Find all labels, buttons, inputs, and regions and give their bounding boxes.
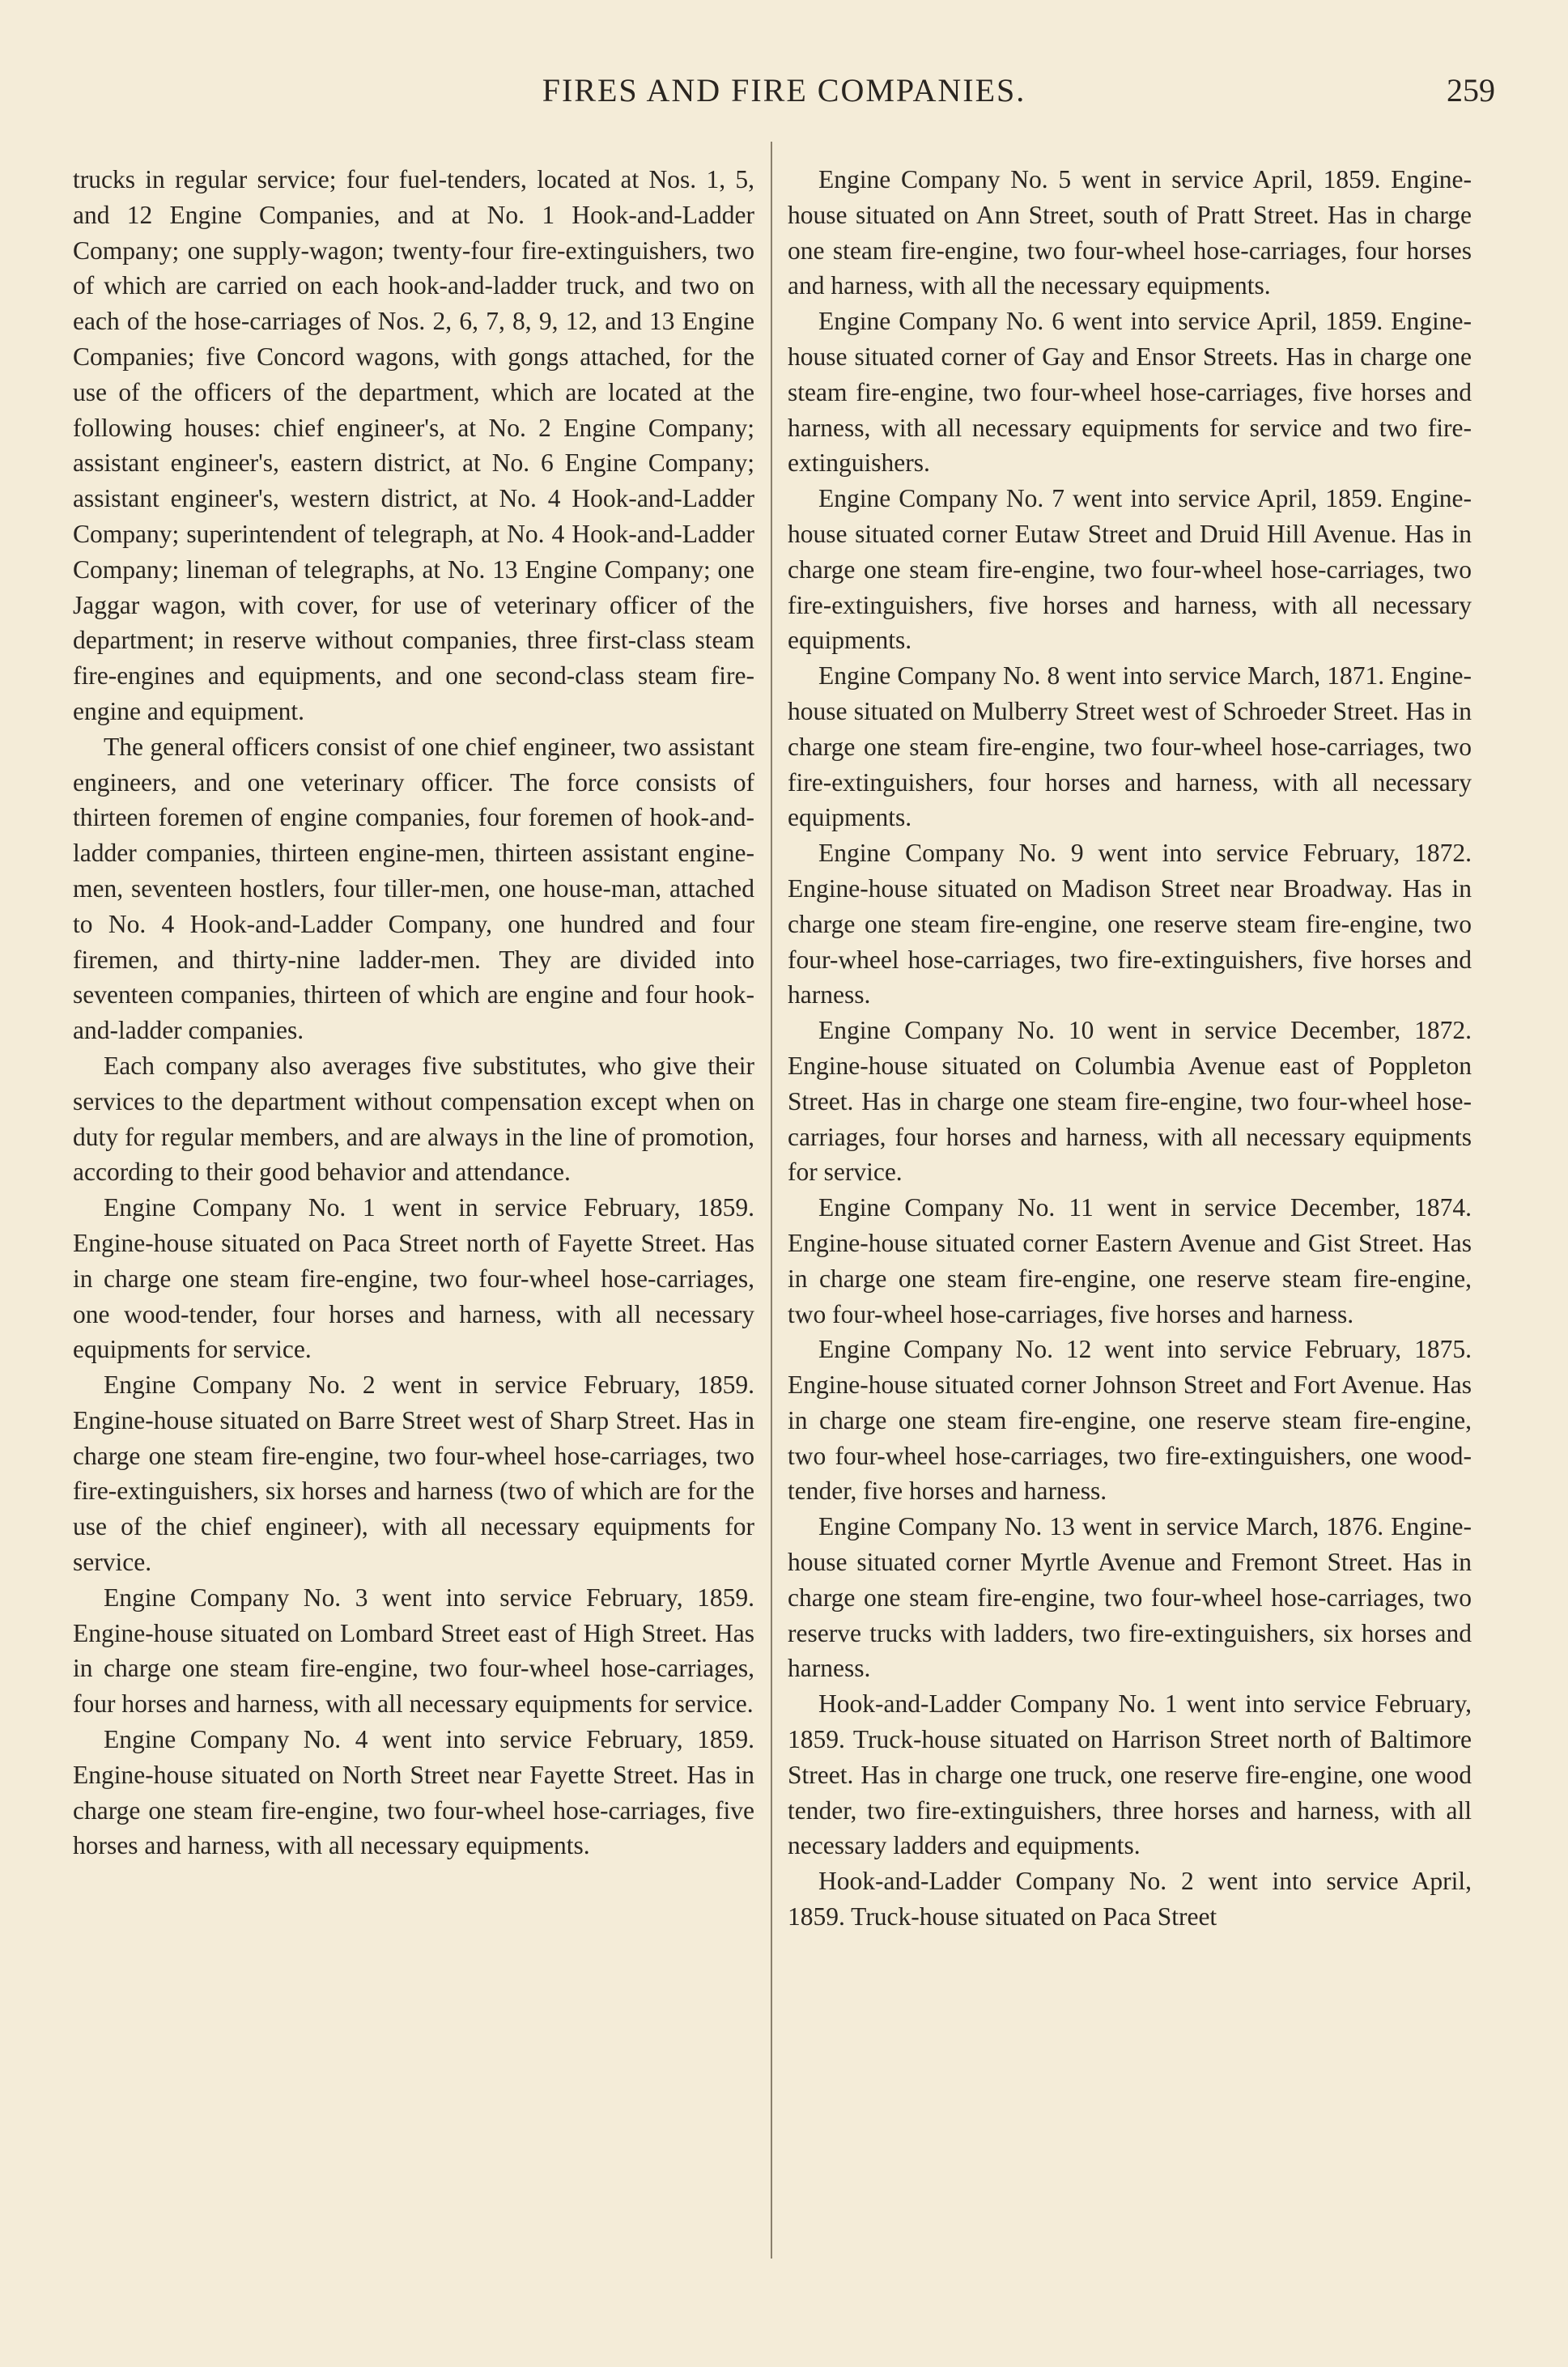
paragraph-engine-company-13: Engine Company No. 13 went in service March, 1876. Engine-house situated corner Myrtle Avenue and Fremont Street. Has in charge one steam fire-engine, two four-wheel hose-carriages, two reserve trucks with ladders, two fire-extinguishers, six horses and harness.	[788, 1512, 1472, 1683]
paragraph-substitutes: Each company also averages five substitutes, who give their services to the department without compensation except when on duty for regular members, and are always in the line of promotion, according to their good behavior and attendance.	[73, 1051, 754, 1187]
paragraph-engine-company-2: Engine Company No. 2 went in service February, 1859. Engine-house situated on Barre Street west of Sharp Street. Has in charge one steam fire-engine, two four-wheel hose-carriages, two fire-extinguishers, six horses and harness (two of which are for the use of the chief engineer), with all necessary equipments for service.	[73, 1370, 754, 1577]
paragraph-engine-company-8: Engine Company No. 8 went into service March, 1871. Engine-house situated on Mulberry Street west of Schroeder Street. Has in charge one steam fire-engine, two four-wheel hose-carriages, two fire-extinguishers, four horses and harness, with all necessary equipments.	[788, 661, 1472, 832]
paragraph-general-officers: The general officers consist of one chief engineer, two assistant engineers, and one veterinary officer. The force consists of thirteen foremen of engine companies, four foremen of hook-and-ladder companies, thirteen engine-men, thirteen assistant engine-men, seventeen hostlers, four tiller-men, one house-man, attached to No. 4 Hook-and-Ladder Company, one hundred and four firemen, and thirty-nine ladder-men. They are divided into seventeen companies, thirteen of which are engine and four hook-and-ladder companies.	[73, 732, 754, 1045]
paragraph-engine-company-10: Engine Company No. 10 went in service December, 1872. Engine-house situated on Columbia Avenue east of Poppleton Street. Has in charge one steam fire-engine, two four-wheel hose-carriages, four horses and harness, with all necessary equipments for service.	[788, 1016, 1472, 1187]
page-header	[0, 71, 1568, 120]
paragraph-engine-company-5: Engine Company No. 5 went in service April, 1859. Engine-house situated on Ann Street, south of Pratt Street. Has in charge one steam fire-engine, two four-wheel hose-carriages, four horses and harness, with all the necessary equipments.	[788, 165, 1472, 300]
paragraph-engine-company-1: Engine Company No. 1 went in service February, 1859. Engine-house situated on Paca Street north of Fayette Street. Has in charge one steam fire-engine, two four-wheel hose-carriages, one wood-tender, four horses and harness, with all necessary equipments for service.	[73, 1193, 754, 1364]
paragraph-engine-company-11: Engine Company No. 11 went in service December, 1874. Engine-house situated corner Eastern Avenue and Gist Street. Has in charge one steam fire-engine, one reserve steam fire-engine, two four-wheel hose-carriages, five horses and harness.	[788, 1193, 1472, 1328]
paragraph-hook-ladder-company-2: Hook-and-Ladder Company No. 2 went into service April, 1859. Truck-house situated on Paca Street	[788, 1867, 1472, 1931]
left-column	[73, 162, 754, 1863]
paragraph-engine-company-4: Engine Company No. 4 went into service February, 1859. Engine-house situated on North Street near Fayette Street. Has in charge one steam fire-engine, two four-wheel hose-carriages, five horses and harness, with all necessary equipments.	[73, 1725, 754, 1860]
running-title: FIRES AND FIRE COMPANIES.	[542, 72, 1026, 108]
paragraph-engine-company-9: Engine Company No. 9 went into service February, 1872. Engine-house situated on Madison Street near Broadway. Has in charge one steam fire-engine, one reserve steam fire-engine, two four-wheel hose-carriages, two fire-extinguishers, five horses and harness.	[788, 839, 1472, 1009]
paragraph-equipment-continued: trucks in regular service; four fuel-tenders, located at Nos. 1, 5, and 12 Engine Companies, and at No. 1 Hook-and-Ladder Company; one supply-wagon; twenty-four fire-extinguishers, two of which are carried on each hook-and-ladder truck, and two on each of the hose-carriages of Nos. 2, 6, 7, 8, 9, 12, and 13 Engine Companies; five Concord wagons, with gongs attached, for the use of the officers of the department, which are located at the following houses: chief engineer's, at No. 2 Engine Company; assistant engineer's, eastern district, at No. 6 Engine Company; assistant engineer's, western district, at No. 4 Hook-and-Ladder Company; superintendent of telegraph, at No. 4 Hook-and-Ladder Company; lineman of telegraphs, at No. 13 Engine Company; one Jaggar wagon, with cover, for use of veterinary officer of the department; in reserve without companies, three first-class steam fire-engines and equipments, and one second-class steam fire-engine and equipment.	[73, 165, 754, 725]
column-divider	[771, 142, 772, 2259]
paragraph-hook-ladder-company-1: Hook-and-Ladder Company No. 1 went into service February, 1859. Truck-house situated on Harrison Street north of Baltimore Street. Has in charge one truck, one reserve fire-engine, one wood tender, two fire-extinguishers, three horses and harness, with all necessary ladders and equipments.	[788, 1689, 1472, 1860]
right-column	[788, 162, 1472, 1935]
page-number: 259	[1447, 72, 1495, 108]
paragraph-engine-company-12: Engine Company No. 12 went into service February, 1875. Engine-house situated corner Johnson Street and Fort Avenue. Has in charge one steam fire-engine, one reserve steam fire-engine, two four-wheel hose-carriages, two fire-extinguishers, one wood-tender, five horses and harness.	[788, 1335, 1472, 1506]
paragraph-engine-company-6: Engine Company No. 6 went into service April, 1859. Engine-house situated corner of Gay and Ensor Streets. Has in charge one steam fire-engine, two four-wheel hose-carriages, five horses and harness, with all necessary equipments for service and two fire-extinguishers.	[788, 307, 1472, 478]
paragraph-engine-company-3: Engine Company No. 3 went into service February, 1859. Engine-house situated on Lombard Street east of High Street. Has in charge one steam fire-engine, two four-wheel hose-carriages, four horses and harness, with all necessary equipments for service.	[73, 1583, 754, 1719]
paragraph-engine-company-7: Engine Company No. 7 went into service April, 1859. Engine-house situated corner Eutaw Street and Druid Hill Avenue. Has in charge one steam fire-engine, two four-wheel hose-carriages, two fire-extinguishers, five horses and harness, with all necessary equipments.	[788, 484, 1472, 655]
